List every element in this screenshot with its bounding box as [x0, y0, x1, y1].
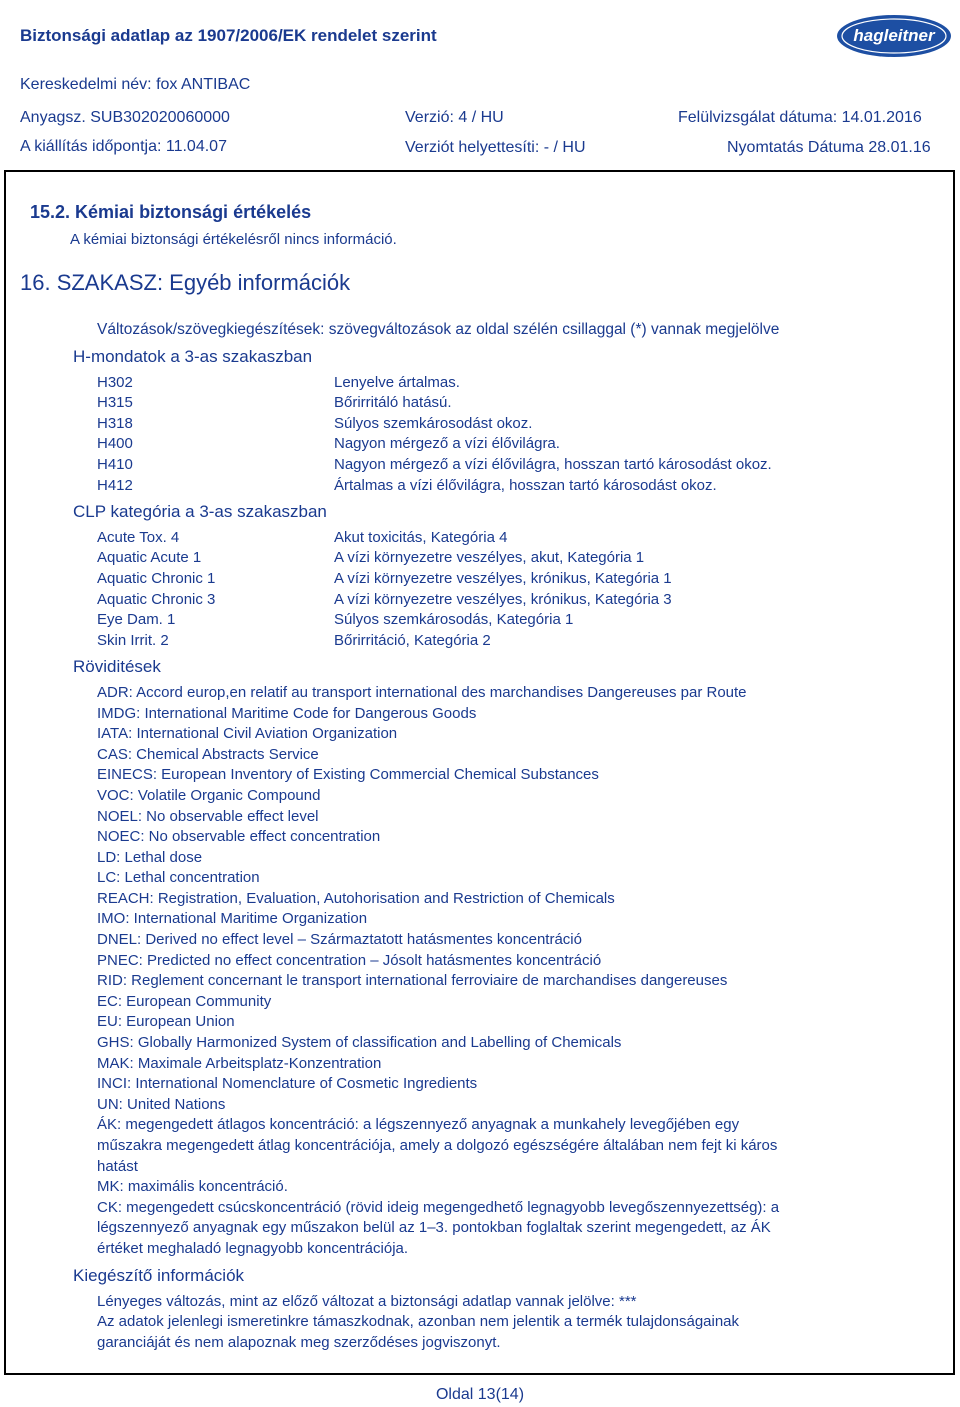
- abbreviation-line: NOEC: No observable effect concentration: [97, 828, 381, 845]
- abbreviation-line: RID: Reglement concernant le transport international ferroviaire de marchandises dangereuses: [97, 972, 728, 989]
- section-15-2-heading: 15.2. Kémiai biztonsági értékelés: [30, 202, 312, 222]
- hagleitner-logo: [836, 14, 952, 58]
- h-text: Ártalmas a vízi élővilágra, hosszan tartó károsodást okoz.: [334, 477, 717, 494]
- abbreviations-heading: Röviditések: [73, 657, 161, 676]
- h-text: Nagyon mérgező a vízi élővilágra.: [334, 435, 560, 452]
- abbreviation-line: UN: United Nations: [97, 1096, 226, 1113]
- abbreviation-line: VOC: Volatile Organic Compound: [97, 787, 321, 804]
- replaces-version: Verziót helyettesíti: - / HU: [405, 139, 586, 156]
- h-code: H410: [97, 456, 133, 473]
- abbreviation-line: IMDG: International Maritime Code for Dangerous Goods: [97, 705, 477, 722]
- abbreviation-line: műszakra megengedett átlag koncentrációja, amely a dolgozó egészségére általában nem fejt ki káros: [97, 1137, 778, 1154]
- clp-text: A vízi környezetre veszélyes, akut, Kategória 1: [334, 549, 645, 566]
- clp-heading: CLP kategória a 3-as szakaszban: [73, 502, 327, 521]
- clp-code: Aquatic Chronic 1: [97, 570, 216, 587]
- print-date: Nyomtatás Dátuma 28.01.16: [727, 139, 931, 156]
- clp-text: A vízi környezetre veszélyes, krónikus, Kategória 1: [334, 570, 672, 587]
- h-code: H412: [97, 477, 133, 494]
- h-text: Nagyon mérgező a vízi élővilágra, hosszan tartó károsodást okoz.: [334, 456, 772, 473]
- h-statements-heading: H-mondatok a 3-as szakaszban: [73, 347, 313, 366]
- svg-text:hagleitner: hagleitner: [853, 26, 935, 45]
- page-number: Oldal 13(14): [435, 1386, 525, 1403]
- abbreviation-line: REACH: Registration, Evaluation, Autohorisation and Restriction of Chemicals: [97, 890, 615, 907]
- abbreviation-line: értéket meghaladó legnagyobb koncentrációja.: [97, 1240, 409, 1257]
- abbreviation-line: MK: maximális koncentráció.: [97, 1178, 288, 1195]
- additional-info-line: Lényeges változás, mint az előző változat a biztonsági adatlap vannak jelölve: ***: [97, 1293, 637, 1310]
- abbreviation-line: LC: Lethal concentration: [97, 869, 260, 886]
- abbreviation-line: PNEC: Predicted no effect concentration – Jósolt hatásmentes koncentráció: [97, 952, 602, 969]
- section-15-2-text: A kémiai biztonsági értékelésről nincs információ.: [70, 231, 397, 248]
- version: Verzió: 4 / HU: [405, 109, 504, 126]
- h-text: Súlyos szemkárosodást okoz.: [334, 415, 533, 432]
- abbreviation-line: CK: megengedett csúcskoncentráció (rövid ideig megengedhető legnagyobb levegőszennyezettség): a: [97, 1199, 780, 1216]
- h-code: H400: [97, 435, 133, 452]
- clp-text: Akut toxicitás, Kategória 4: [334, 529, 508, 546]
- abbreviation-line: EC: European Community: [97, 993, 272, 1010]
- clp-text: A vízi környezetre veszélyes, krónikus, Kategória 3: [334, 591, 672, 608]
- clp-code: Skin Irrit. 2: [97, 632, 169, 649]
- abbreviation-line: EINECS: European Inventory of Existing Commercial Chemical Substances: [97, 766, 599, 783]
- additional-info-line: Az adatok jelenlegi ismeretinkre támaszkodnak, azonban nem jelentik a termék tulajdonságainak: [97, 1313, 740, 1330]
- abbreviation-line: ÁK: megengedett átlagos koncentráció: a légszennyező anyagnak a munkahely levegőjében egy: [97, 1116, 740, 1133]
- clp-code: Eye Dam. 1: [97, 611, 176, 628]
- clp-code: Aquatic Acute 1: [97, 549, 202, 566]
- clp-text: Súlyos szemkárosodás, Kategória 1: [334, 611, 574, 628]
- h-text: Lenyelve ártalmas.: [334, 374, 460, 391]
- abbreviation-line: LD: Lethal dose: [97, 849, 203, 866]
- material-number: Anyagsz. SUB302020060000: [20, 109, 230, 126]
- abbreviation-line: INCI: International Nomenclature of Cosmetic Ingredients: [97, 1075, 478, 1092]
- changes-note: Változások/szövegkiegészítések: szövegváltozások az oldal szélén csillaggal (*) vannak megjelölve: [97, 321, 780, 338]
- h-code: H315: [97, 394, 133, 411]
- abbreviation-line: CAS: Chemical Abstracts Service: [97, 746, 319, 763]
- h-code: H302: [97, 374, 133, 391]
- clp-code: Aquatic Chronic 3: [97, 591, 216, 608]
- additional-info-line: garanciáját és nem alapoznak meg szerződéses jogviszonyt.: [97, 1334, 501, 1351]
- abbreviation-line: GHS: Globally Harmonized System of classification and Labelling of Chemicals: [97, 1034, 622, 1051]
- abbreviation-line: EU: European Union: [97, 1013, 235, 1030]
- additional-info-heading: Kiegészítő információk: [73, 1266, 245, 1285]
- abbreviation-line: DNEL: Derived no effect level – Származtatott hatásmentes koncentráció: [97, 931, 582, 948]
- clp-text: Bőrirritáció, Kategória 2: [334, 632, 491, 649]
- document-title: Biztonsági adatlap az 1907/2006/EK rendelet szerint: [20, 26, 437, 45]
- abbreviation-line: ADR: Accord europ,en relatif au transport international des marchandises Dangereuses par Route: [97, 684, 747, 701]
- h-text: Bőrirritáló hatású.: [334, 394, 452, 411]
- abbreviation-line: IATA: International Civil Aviation Organization: [97, 725, 398, 742]
- abbreviation-line: NOEL: No observable effect level: [97, 808, 319, 825]
- abbreviation-line: légszennyező anyagnak egy műszakon belül az 1–3. pontokban foglaltak szerint megengedett, az ÁK: [97, 1219, 771, 1236]
- issue-date: A kiállítás időpontja: 11.04.07: [20, 138, 227, 155]
- abbreviation-line: MAK: Maximale Arbeitsplatz-Konzentration: [97, 1055, 382, 1072]
- h-code: H318: [97, 415, 133, 432]
- trade-name: Kereskedelmi név: fox ANTIBAC: [20, 76, 251, 93]
- abbreviation-line: hatást: [97, 1158, 138, 1175]
- section-16-heading: 16. SZAKASZ: Egyéb információk: [20, 270, 351, 295]
- clp-code: Acute Tox. 4: [97, 529, 180, 546]
- revision-date: Felülvizsgálat dátuma: 14.01.2016: [678, 109, 922, 126]
- abbreviation-line: IMO: International Maritime Organization: [97, 910, 368, 927]
